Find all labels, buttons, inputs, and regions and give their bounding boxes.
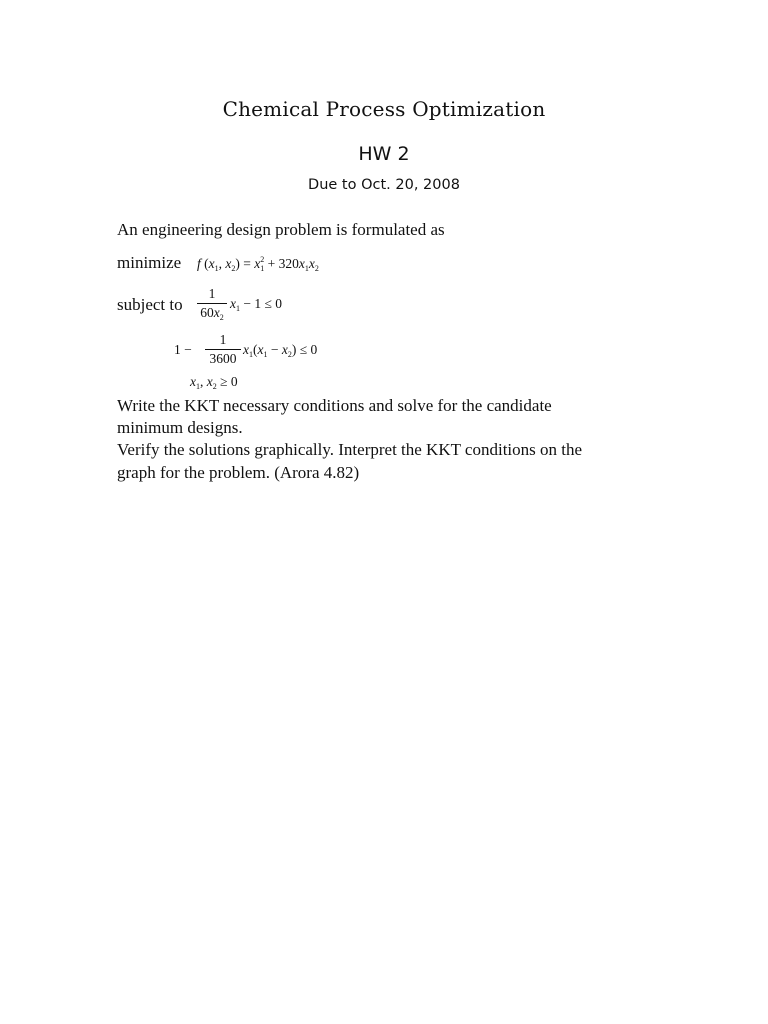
constraint2-denominator: 3600 — [209, 351, 237, 366]
constraint2-rest: $x_1(x_1 - x_2) \le 0$ — [243, 342, 318, 359]
task-line-2: minimum designs. — [117, 418, 243, 437]
constraint1-fraction — [197, 286, 227, 322]
task-line-4: graph for the problem. (Arora 4.82) — [117, 463, 360, 482]
minimize-label: minimize — [117, 253, 182, 272]
constraint2-lead: 1 − — [174, 342, 192, 357]
constraint2-numerator: 1 — [205, 332, 241, 350]
homework-number: HW 2 — [358, 143, 410, 165]
subject-to-label: subject to — [117, 295, 183, 314]
intro-text: An engineering design problem is formulated as — [117, 220, 445, 239]
page-title: Chemical Process Optimization — [222, 97, 546, 121]
task-line-1: Write the KKT necessary conditions and solve for the candidate — [117, 396, 552, 415]
task-line-3: Verify the solutions graphically. Interpret the KKT conditions on the — [117, 440, 583, 459]
constraint1-den-coef: 60 — [200, 305, 214, 320]
constraint3: $x_1$, $x_2 \ge 0$ — [190, 374, 238, 391]
due-date: Due to Oct. 20, 2008 — [308, 177, 460, 193]
objective-function: f ($x_1$, $x_2) = x_1^2 + 320x_1x_2$ — [197, 255, 319, 273]
constraint1-denominator: $60x_2$ — [200, 305, 224, 322]
constraint1-rest: $x_1 - 1 \le 0$ — [230, 296, 283, 313]
constraint2-fraction — [205, 332, 241, 367]
constraint1-numerator: 1 — [197, 286, 227, 304]
